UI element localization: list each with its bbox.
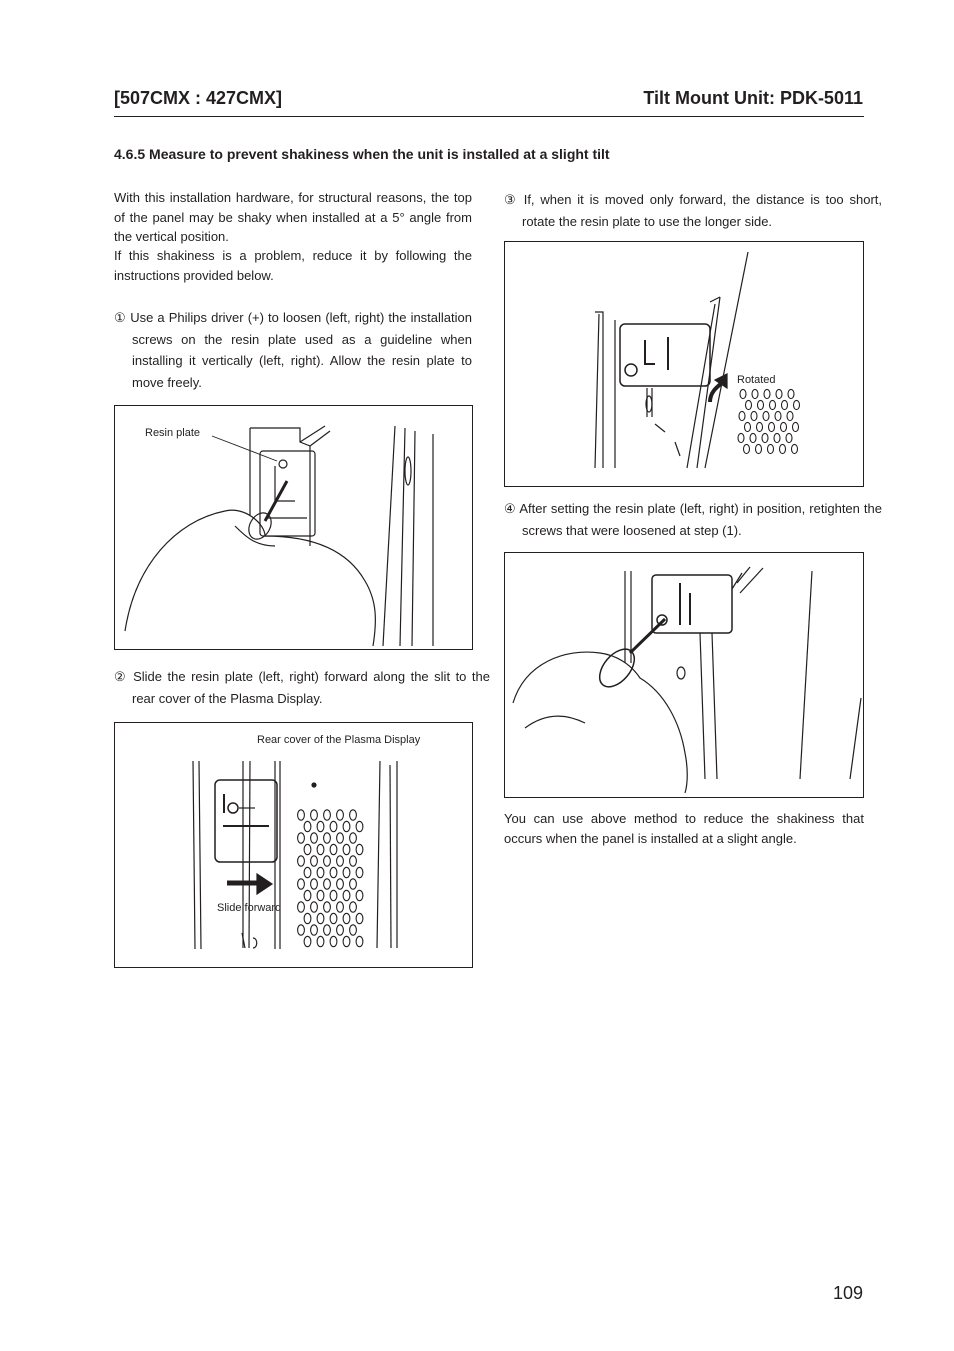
- header-model: [507CMX : 427CMX]: [114, 88, 283, 108]
- header-unit-title: Tilt Mount Unit: PDK-5011: [643, 88, 863, 108]
- vent-hole: [311, 856, 318, 866]
- vent-hole: [337, 879, 344, 889]
- intro-paragraph-2: If this shakiness is a problem, reduce it by following the instructions provided below.: [114, 248, 472, 283]
- vent-hole: [769, 422, 775, 431]
- vent-hole: [317, 890, 324, 900]
- vent-hole: [311, 925, 318, 935]
- vent-hole: [343, 821, 350, 831]
- vent-hole: [304, 844, 311, 854]
- vent-hole: [304, 913, 311, 923]
- vent-hole: [744, 444, 750, 453]
- vent-hole: [770, 400, 776, 409]
- vent-hole: [350, 856, 357, 866]
- vent-hole: [337, 810, 344, 820]
- vent-hole: [786, 433, 792, 442]
- resin-plate-label: Resin plate: [145, 427, 201, 439]
- vent-hole: [781, 422, 787, 431]
- vent-hole: [775, 411, 781, 420]
- vent-hole: [792, 444, 798, 453]
- vent-hole: [317, 867, 324, 877]
- vent-hole: [304, 821, 311, 831]
- vent-hole: [298, 856, 305, 866]
- vent-hole: [343, 936, 350, 946]
- vent-hole: [794, 400, 800, 409]
- vent-hole: [343, 890, 350, 900]
- vent-hole: [763, 411, 769, 420]
- vent-hole: [324, 879, 331, 889]
- vent-hole: [350, 925, 357, 935]
- step-1-text: ① Use a Philips driver (+) to loosen (left, right) the installation screws on the resin plate used as a guideline when installing it vertically (left, right). Allow the resin plate to move freely.: [114, 310, 472, 390]
- vent-hole: [751, 411, 757, 420]
- vent-hole: [304, 867, 311, 877]
- vent-hole: [298, 833, 305, 843]
- closing-paragraph: You can use above method to reduce the shakiness that occurs when the panel is installed at a slight angle.: [504, 811, 864, 846]
- vent-hole: [350, 833, 357, 843]
- vent-hole: [317, 913, 324, 923]
- vent-hole: [343, 844, 350, 854]
- vent-hole: [793, 422, 799, 431]
- vent-hole: [740, 389, 746, 398]
- vent-hole: [330, 890, 337, 900]
- vent-hole: [356, 913, 363, 923]
- vent-hole: [788, 389, 794, 398]
- vent-hole: [317, 821, 324, 831]
- step-3-text: ③ If, when it is moved only forward, the distance is too short, rotate the resin plate to use the longer side.: [504, 192, 882, 229]
- vent-hole: [317, 844, 324, 854]
- page-number: 109: [832, 1283, 863, 1303]
- vent-hole: [776, 389, 782, 398]
- figure-slide-forward-drawing: [115, 723, 472, 967]
- vent-hole: [356, 936, 363, 946]
- vent-hole: [757, 422, 763, 431]
- vent-hole: [330, 936, 337, 946]
- vent-hole: [787, 411, 793, 420]
- vent-hole: [356, 821, 363, 831]
- vent-hole: [298, 879, 305, 889]
- step-4-text: ④ After setting the resin plate (left, right) in position, retighten the screws that were loosened at step (1).: [504, 501, 882, 538]
- vent-hole: [343, 867, 350, 877]
- vent-hole: [764, 389, 770, 398]
- vent-hole: [780, 444, 786, 453]
- vent-hole: [356, 867, 363, 877]
- vent-hole: [350, 879, 357, 889]
- rotated-label: Rotated: [737, 374, 776, 386]
- vent-hole: [343, 913, 350, 923]
- vent-hole: [782, 400, 788, 409]
- vent-hole: [350, 810, 357, 820]
- rear-cover-label: Rear cover of the Plasma Display: [257, 734, 421, 746]
- vent-hole: [298, 925, 305, 935]
- vent-hole: [739, 411, 745, 420]
- vent-hole: [324, 902, 331, 912]
- vent-hole: [750, 433, 756, 442]
- vent-hole: [337, 833, 344, 843]
- figure-loosen-screws: [114, 405, 473, 650]
- vent-hole: [356, 890, 363, 900]
- vent-hole: [304, 890, 311, 900]
- figure-loosen-screws-drawing: [115, 406, 472, 649]
- vent-hole: [330, 844, 337, 854]
- vent-hole: [738, 433, 744, 442]
- vent-hole: [752, 389, 758, 398]
- figure-rotated-drawing: [505, 242, 863, 486]
- vent-hole: [324, 856, 331, 866]
- vent-hole: [774, 433, 780, 442]
- vent-hole: [337, 856, 344, 866]
- intro-paragraph-1: With this installation hardware, for structural reasons, the top of the panel may be shaky when installed at a 5° angle from the vertical position.: [114, 190, 472, 244]
- vent-hole: [298, 810, 305, 820]
- vent-hole: [298, 902, 305, 912]
- figure-rotated: [504, 241, 864, 487]
- figure-retighten-screws-drawing: [505, 553, 863, 797]
- figure-slide-forward: [114, 722, 473, 968]
- vent-hole: [768, 444, 774, 453]
- vent-hole: [746, 400, 752, 409]
- vent-hole: [324, 925, 331, 935]
- figure-retighten-screws: [504, 552, 864, 798]
- step-2-text: ② Slide the resin plate (left, right) forward along the slit to the rear cover of the Plasma Display.: [114, 669, 490, 706]
- vent-hole: [311, 879, 318, 889]
- vent-hole: [324, 833, 331, 843]
- vent-hole: [311, 810, 318, 820]
- vent-hole: [317, 936, 324, 946]
- vent-hole: [762, 433, 768, 442]
- section-title: 4.6.5 Measure to prevent shakiness when the unit is installed at a slight tilt: [114, 146, 610, 162]
- vent-hole: [356, 844, 363, 854]
- vent-hole: [311, 833, 318, 843]
- vent-hole: [311, 902, 318, 912]
- vent-hole: [304, 936, 311, 946]
- vent-hole: [330, 867, 337, 877]
- header-divider: [114, 116, 864, 117]
- vent-hole: [756, 444, 762, 453]
- vent-hole: [758, 400, 764, 409]
- vent-hole: [337, 902, 344, 912]
- vent-hole: [350, 902, 357, 912]
- vent-hole: [330, 913, 337, 923]
- vent-hole: [330, 821, 337, 831]
- vent-hole: [745, 422, 751, 431]
- vent-hole: [324, 810, 331, 820]
- vent-hole: [337, 925, 344, 935]
- slide-forward-label: Slide forward: [217, 902, 282, 914]
